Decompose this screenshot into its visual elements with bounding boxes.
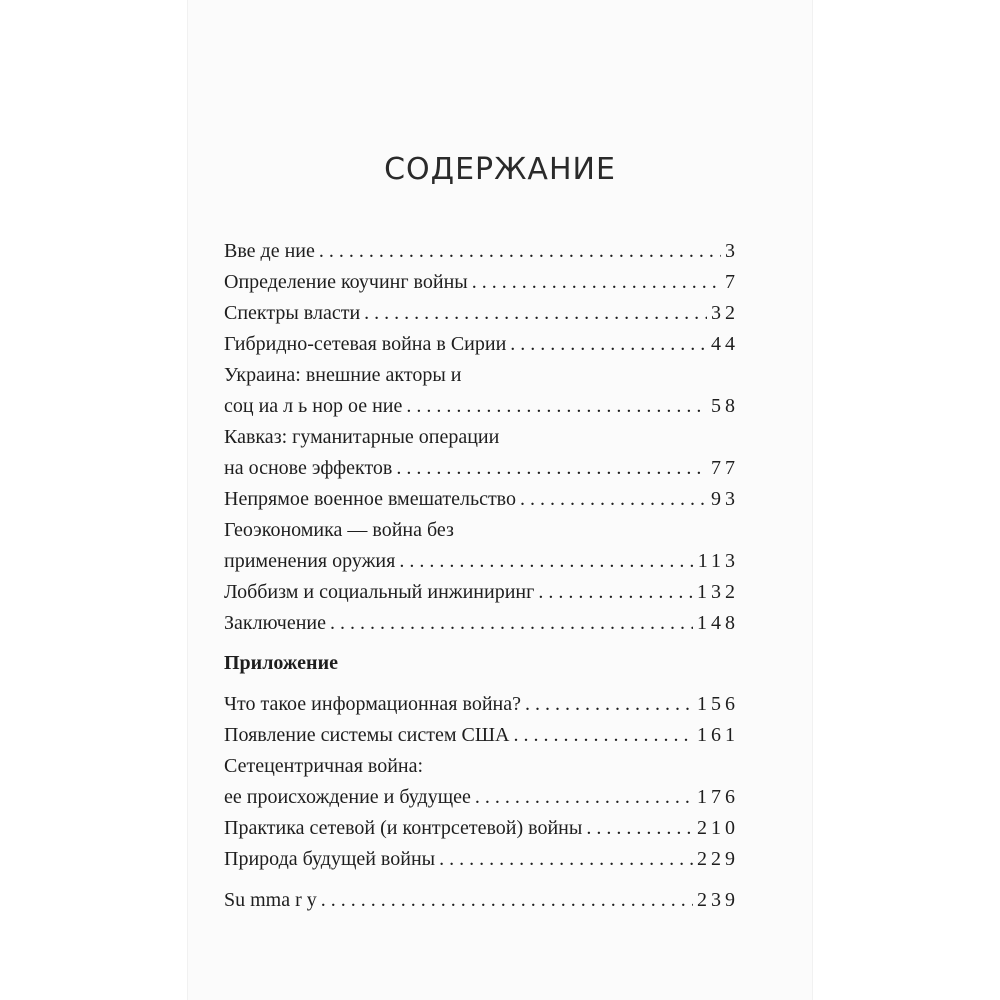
toc-leader — [475, 782, 693, 813]
toc-page-number: 7 — [725, 271, 739, 293]
toc-entry-title: ее происхождение и будущее — [224, 786, 471, 808]
toc-leader — [364, 298, 707, 329]
toc-page-number: 93 — [711, 488, 739, 510]
toc-entry — [224, 360, 739, 422]
appendix-entry — [224, 813, 739, 844]
toc-leader — [538, 577, 693, 608]
appendix-entry — [224, 689, 739, 720]
toc-leader — [439, 844, 693, 875]
toc-entry — [224, 298, 739, 329]
toc-entry-title: применения оружия — [224, 550, 396, 572]
toc-leader — [525, 689, 693, 720]
toc-page-number: 58 — [711, 395, 739, 417]
toc-entry — [224, 484, 739, 515]
toc-page-number: 229 — [697, 848, 739, 870]
toc-entry-title: Определение коучинг войны — [224, 271, 468, 293]
toc-entry — [224, 577, 739, 608]
toc-page-number: 44 — [711, 333, 739, 355]
toc-leader — [520, 484, 707, 515]
toc-entry-title: Вве де ние — [224, 240, 315, 262]
toc-entry — [224, 422, 739, 484]
toc-leader — [513, 720, 693, 751]
toc-page-number: 210 — [697, 817, 739, 839]
appendix-entry — [224, 720, 739, 751]
toc-leader — [321, 885, 693, 916]
toc-page-number: 132 — [697, 581, 739, 603]
toc-leader — [586, 813, 693, 844]
toc-entry-title: на основе эффектов — [224, 457, 393, 479]
toc-entry-title: Спектры власти — [224, 302, 361, 324]
toc-entry-title-line: Сетецентричная война: — [224, 755, 424, 777]
toc-entry-title-line: Украина: внешние акторы и — [224, 364, 462, 386]
toc-page-number: 176 — [697, 786, 739, 808]
spacer — [224, 875, 739, 885]
page-title: СОДЕРЖАНИЕ — [384, 152, 616, 187]
summary-entry — [224, 885, 739, 916]
toc-leader — [396, 453, 707, 484]
toc-leader — [406, 391, 707, 422]
toc-entry — [224, 267, 739, 298]
appendix-entry — [224, 751, 739, 813]
toc-entry-title: Природа будущей войны — [224, 848, 436, 870]
toc-page-number: 32 — [711, 302, 739, 324]
table-of-contents — [224, 236, 739, 916]
toc-entry-title: Заключение — [224, 612, 326, 634]
toc-leader — [510, 329, 707, 360]
toc-entry-title: Что такое информационная война? — [224, 693, 521, 715]
toc-page-number: 156 — [697, 693, 739, 715]
toc-leader — [330, 608, 693, 639]
toc-leader — [472, 267, 721, 298]
toc-entry-title: Непрямое военное вмешательство — [224, 488, 516, 510]
appendix-entry — [224, 844, 739, 875]
toc-page-number: 3 — [725, 240, 739, 262]
appendix-heading: Приложение — [224, 652, 338, 674]
toc-entry — [224, 329, 739, 360]
toc-entry-title: Гибридно-сетевая война в Сирии — [224, 333, 507, 355]
toc-entry — [224, 515, 739, 577]
toc-page-number: 239 — [697, 889, 739, 911]
toc-entry — [224, 608, 739, 639]
toc-entry-title-line: Кавказ: гуманитарные операции — [224, 426, 500, 448]
toc-entry-title: соц иа л ь нор ое ние — [224, 395, 403, 417]
toc-entry-title: Su mma r y — [224, 889, 317, 911]
toc-leader — [319, 236, 721, 267]
toc-leader — [399, 546, 693, 577]
toc-entry-title: Лоббизм и социальный инжиниринг — [224, 581, 535, 603]
toc-page-number: 77 — [711, 457, 739, 479]
toc-entry — [224, 236, 739, 267]
toc-entry-title-line: Геоэкономика — война без — [224, 519, 454, 541]
toc-entry-title: Появление системы систем США — [224, 724, 510, 746]
toc-page-number: 161 — [697, 724, 739, 746]
toc-page-number: 148 — [697, 612, 739, 634]
toc-entry-title: Практика сетевой (и контрсетевой) войны — [224, 817, 583, 839]
toc-page-number: 113 — [697, 550, 739, 572]
